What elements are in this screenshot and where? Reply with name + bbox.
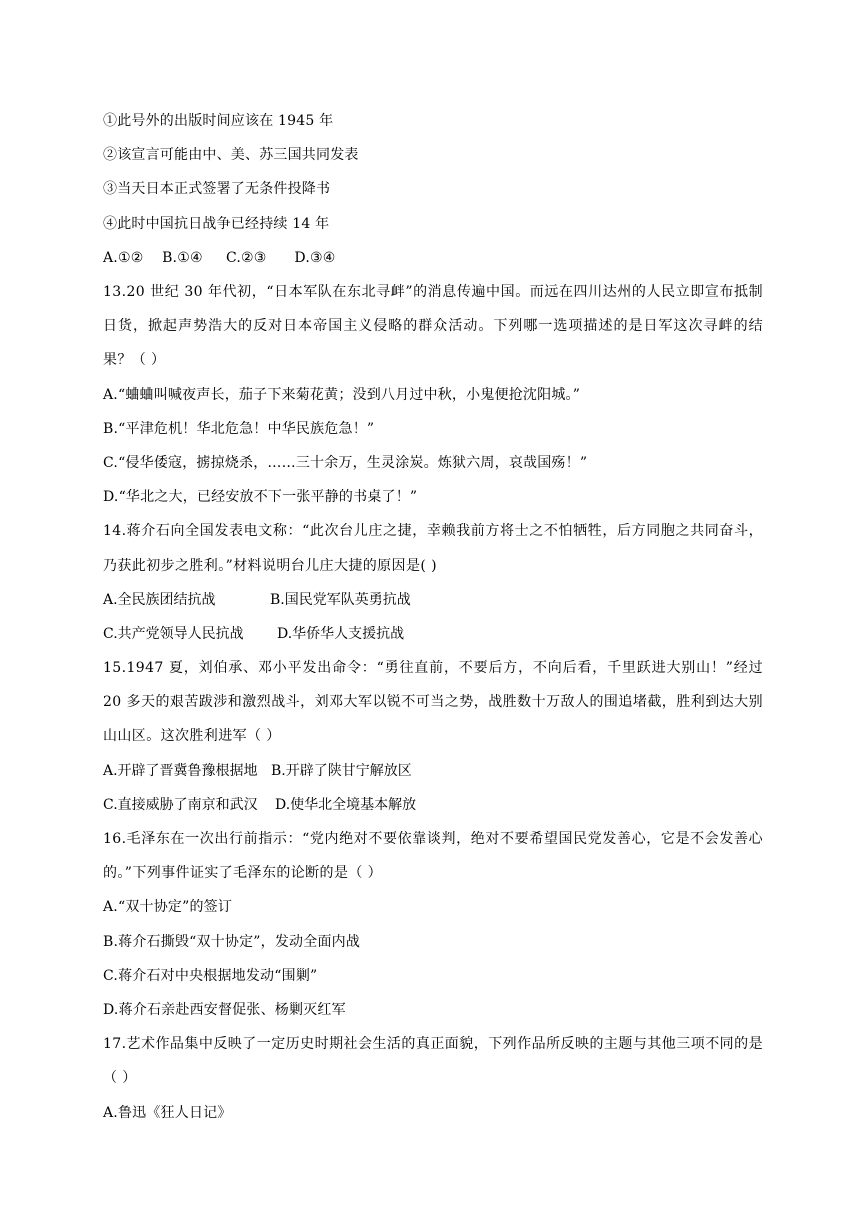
option-c: C.“侵华倭寇，掳掠烧杀，……三十余万，生灵涂炭。炼狱六周，哀哉国殇！” — [103, 454, 588, 471]
option-b: B.开辟了陕甘宁解放区 — [271, 762, 412, 779]
option-a: A.全民族团结抗战 — [103, 591, 216, 608]
option-row — [103, 583, 763, 617]
option-a: A.鲁迅《狂人日记》 — [103, 1104, 232, 1121]
option-c: C.共产党领导人民抗战 — [103, 625, 244, 642]
question-stem: 16.毛泽东在一次出行前指示：“党内绝对不要依靠谈判，绝对不要希望国民党发善心，它是不会发善心的。”下列事件证实了毛泽东的论断的是（ ） — [103, 831, 763, 882]
question-12-tail — [103, 104, 763, 275]
statement-1: ①此号外的出版时间应该在 1945 年 — [103, 113, 334, 129]
option-a: A.开辟了晋冀鲁豫根据地 — [103, 762, 258, 779]
question-stem: 14.蒋介石向全国发表电文称：“此次台儿庄之捷，幸赖我前方将士之不怕牺牲，后方同胞之共同奋斗，乃获此初步之胜利。”材料说明台儿庄大捷的原因是( ) — [103, 523, 763, 574]
option-b: B.国民党军队英勇抗战 — [270, 591, 411, 608]
question-14 — [103, 514, 763, 651]
option-d: D.蒋介石亲赴西安督促张、杨剿灭红军 — [103, 1002, 346, 1019]
option-row — [103, 788, 763, 822]
option-row — [103, 754, 763, 788]
option-d: D.使华北全境基本解放 — [275, 796, 417, 813]
exam-page — [103, 104, 763, 1130]
option-a: A.“双十协定”的签订 — [103, 899, 233, 916]
option-d: D.“华北之大，已经安放不下一张平静的书桌了！” — [103, 489, 418, 506]
question-13 — [103, 275, 763, 514]
question-stem: 17.艺术作品集中反映了一定历史时期社会生活的真正面貌，下列作品所反映的主题与其他三项不同的是（ ） — [103, 1036, 763, 1087]
statement-2: ②该宣言可能由中、美、苏三国共同发表 — [103, 147, 359, 164]
statement-3: ③当天日本正式签署了无条件投降书 — [103, 181, 331, 198]
option-a: A.“蛐蛐叫喊夜声长，茄子下来菊花黄；没到八月过中秋，小鬼便抢沈阳城。” — [103, 386, 581, 403]
answer-options: A.①② B.①④ C.②③ D.③④ — [103, 249, 336, 266]
option-d: D.华侨华人支援抗战 — [277, 625, 405, 642]
option-c: C.蒋介石对中央根据地发动“围剿” — [103, 967, 318, 984]
question-16 — [103, 822, 763, 1027]
option-b: B.蒋介石撕毁“双十协定”，发动全面内战 — [103, 933, 361, 950]
statement-4: ④此时中国抗日战争已经持续 14 年 — [103, 215, 330, 232]
option-c: C.直接威胁了南京和武汉 — [103, 796, 258, 813]
question-stem: 13.20 世纪 30 年代初，“日本军队在东北寻衅”的消息传遍中国。而远在四川达州的人民立即宣布抵制日货，掀起声势浩大的反对日本帝国主义侵略的群众活动。下列哪一选项描述的是日军这次寻衅的结果？（ ） — [103, 283, 763, 369]
question-17 — [103, 1027, 763, 1130]
option-b: B.“平津危机！华北危急！中华民族危急！” — [103, 420, 375, 437]
option-row — [103, 617, 763, 651]
question-stem: 15.1947 夏，刘伯承、邓小平发出命令：“勇往直前，不要后方，不向后看，千里跃进大别山！”经过 20 多天的艰苦跋涉和激烈战斗，刘邓大军以锐不可当之势，战胜数十万敌人的围追堵截，胜利到达大别山山区。这次胜利进军（ ） — [103, 660, 763, 745]
question-15 — [103, 651, 763, 822]
